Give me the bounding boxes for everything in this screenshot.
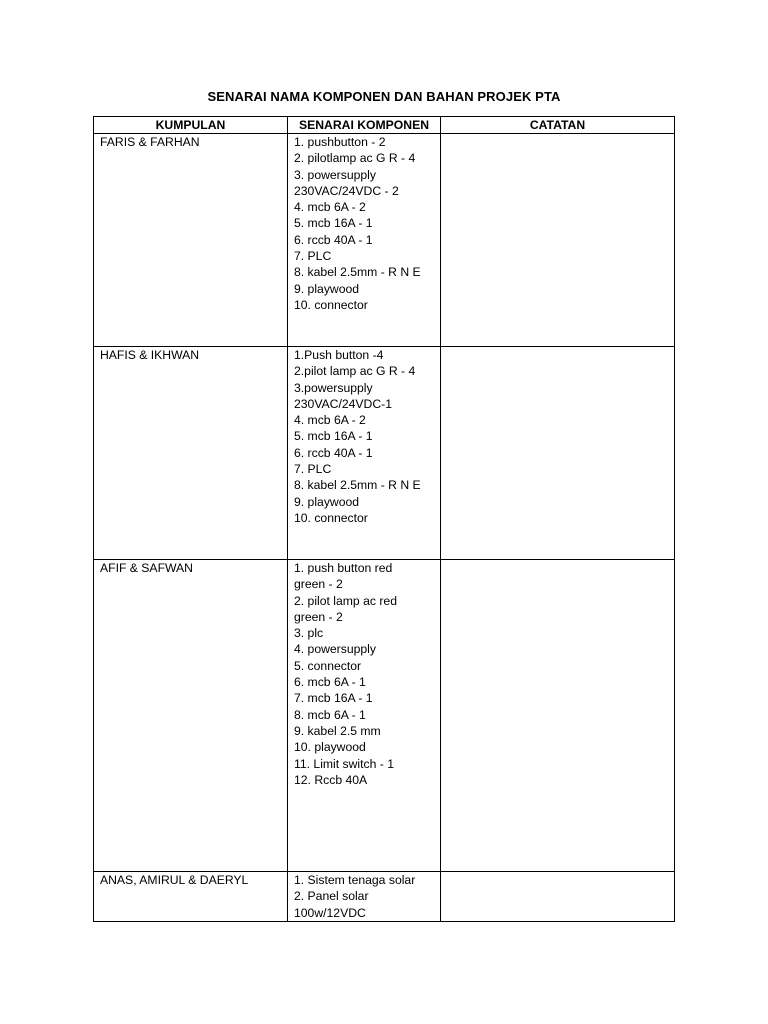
components-cell xyxy=(288,347,441,560)
group-cell: HAFIS & IKHWAN xyxy=(94,347,288,560)
component-item: 9. playwood xyxy=(294,494,360,509)
notes-cell xyxy=(441,134,675,347)
component-item: 4. powersupply xyxy=(294,642,376,657)
component-item: 1.Push button -4 xyxy=(294,348,384,362)
header-components: SENARAI KOMPONEN xyxy=(288,117,441,134)
header-group: KUMPULAN xyxy=(94,117,288,134)
component-item: green - 2 xyxy=(294,609,343,624)
table-row xyxy=(94,134,675,347)
header-notes: CATATAN xyxy=(441,117,675,134)
component-item: 7. mcb 16A - 1 xyxy=(294,691,373,706)
notes-cell xyxy=(441,872,675,922)
component-item: 9. kabel 2.5 mm xyxy=(294,723,381,738)
components-cell xyxy=(288,134,441,347)
component-item: 230VAC/24VDC - 2 xyxy=(294,183,399,198)
table-row xyxy=(94,872,675,922)
component-item: 2. Panel solar xyxy=(294,889,369,904)
component-item: 3. plc xyxy=(294,626,324,641)
component-item: 2. pilot lamp ac red xyxy=(294,593,397,608)
component-item: 8. kabel 2.5mm - R N E xyxy=(294,478,421,493)
group-cell: ANAS, AMIRUL & DAERYL xyxy=(94,872,288,922)
component-item: 2.pilot lamp ac G R - 4 xyxy=(294,364,416,379)
component-item: 6. rccb 40A - 1 xyxy=(294,232,373,247)
component-item: 100w/12VDC xyxy=(294,905,366,920)
components-cell xyxy=(288,872,441,922)
table-row xyxy=(94,347,675,560)
component-item: 11. Limit switch - 1 xyxy=(294,756,395,771)
component-item: 1. pushbutton - 2 xyxy=(294,135,386,149)
component-item: 10. playwood xyxy=(294,740,366,755)
component-item: 230VAC/24VDC-1 xyxy=(294,396,392,411)
table-header-row xyxy=(94,117,675,134)
component-item: 6. mcb 6A - 1 xyxy=(294,675,366,690)
component-item: 1. Sistem tenaga solar xyxy=(294,873,416,887)
document-title: SENARAI NAMA KOMPONEN DAN BAHAN PROJEK PTA xyxy=(207,89,561,104)
notes-cell xyxy=(441,560,675,872)
notes-cell xyxy=(441,347,675,560)
component-item: 9. playwood xyxy=(294,281,360,296)
components-cell xyxy=(288,560,441,872)
component-item: 5. connector xyxy=(294,658,362,673)
group-cell: FARIS & FARHAN xyxy=(94,134,288,347)
component-item: 10. connector xyxy=(294,297,368,312)
component-item: 3. powersupply xyxy=(294,167,376,182)
component-item: 2. pilotlamp ac G R - 4 xyxy=(294,151,416,166)
component-item: 5. mcb 16A - 1 xyxy=(294,429,373,444)
component-item: 7. PLC xyxy=(294,249,332,264)
component-item: 8. mcb 6A - 1 xyxy=(294,707,366,722)
component-item: 1. push button red xyxy=(294,561,393,575)
component-item: 5. mcb 16A - 1 xyxy=(294,216,373,231)
table-row xyxy=(94,560,675,872)
components-table xyxy=(93,116,675,922)
component-item: 4. mcb 6A - 2 xyxy=(294,200,366,215)
component-item: 3.powersupply xyxy=(294,380,373,395)
group-cell: AFIF & SAFWAN xyxy=(94,560,288,872)
component-item: 10. connector xyxy=(294,510,368,525)
component-item: 8. kabel 2.5mm - R N E xyxy=(294,265,421,280)
component-item: 12. Rccb 40A xyxy=(294,772,368,787)
component-item: 7. PLC xyxy=(294,462,332,477)
component-item: 4. mcb 6A - 2 xyxy=(294,413,366,428)
component-item: 6. rccb 40A - 1 xyxy=(294,445,373,460)
component-item: green - 2 xyxy=(294,577,343,592)
